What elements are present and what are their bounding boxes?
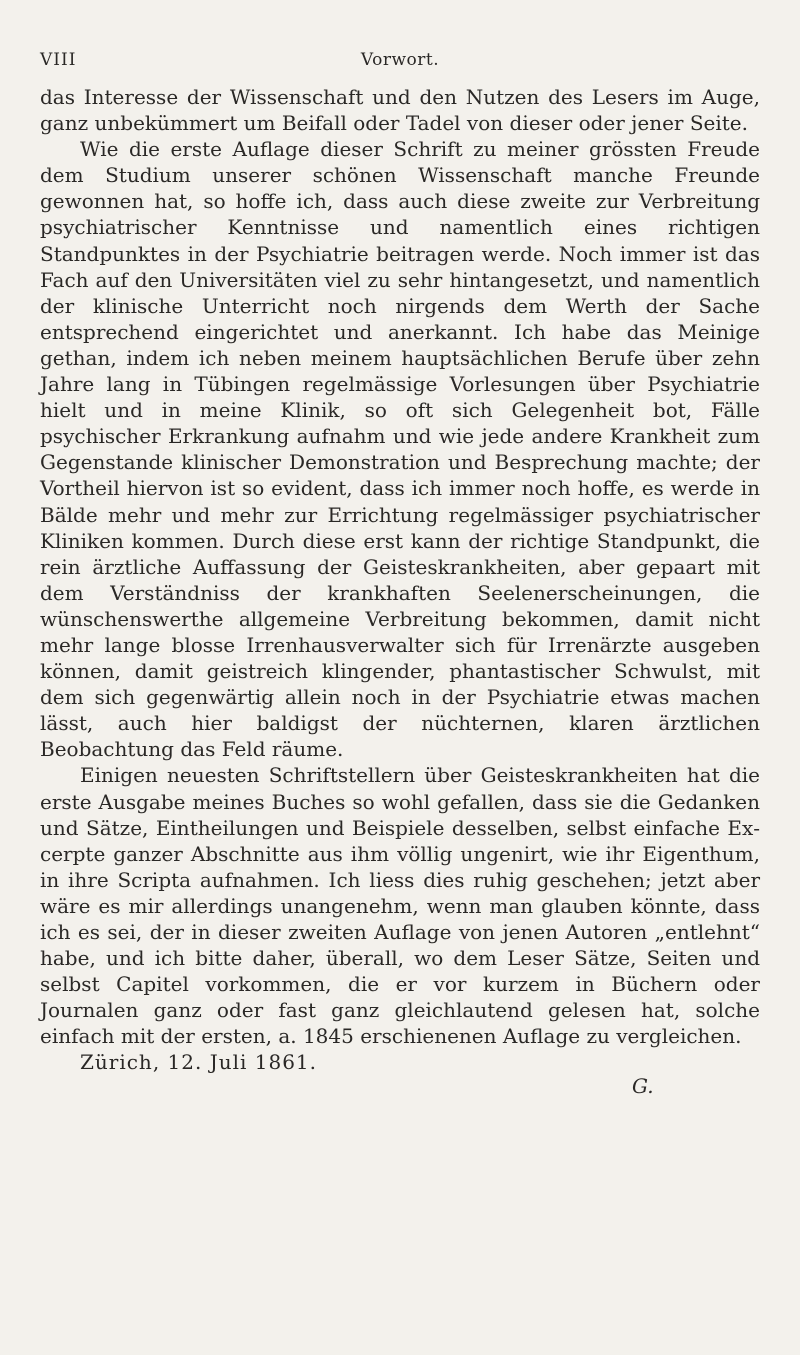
page-number: VIII <box>40 50 77 70</box>
running-title: Vorwort. <box>360 50 440 70</box>
paragraph-second-edition: Wie die erste Auflage dieser Schrift zu meiner grössten Freude dem Studium unserer schönen Wissenschaft manche Freunde gewonnen hat, so hoffe ich, dass auch diese zweite zur Verbreitung psychiatrischer Kenntnisse und namentlich eines richtigen Standpunktes in der Psychiatrie beitragen werde. Noch immer ist das Fach auf den Universitäten viel zu sehr hintangesetzt, und namentlich der klinische Unterricht noch nirgends dem Werth der Sache entsprechend eingerichtet und anerkannt. Ich habe das Meinige gethan, indem ich neben meinem hauptsächlichen Berufe über zehn Jahre lang in Tübingen regelmässige Vorlesungen über Psychiatrie hielt und in meine Klinik, so oft sich Gelegenheit bot, Fälle psychischer Erkrankung aufnahm und wie jede andere Krankheit zum Gegenstande klinischer Demonstration und Besprechung machte; der Vortheil hiervon ist so evident, dass ich immer noch hoffe, es werde in Bälde mehr und mehr zur Errichtung regelmässiger psychiatrischer Kliniken kommen. Durch diese erst kann der richtige Standpunkt, die rein ärztliche Auffassung der Geisteskrankheiten, aber gepaart mit dem Verständniss der krankhaften Seelenerscheinungen, die wünschenswerthe allgemeine Verbreitung bekommen, damit nicht mehr lange blosse Irrenhausverwalter sich für Irrenärzte ausgeben können, damit geistreich klingender, phantastischer Schwulst, mit dem sich gegenwärtig allein noch in der Psychiatrie etwas machen lässt, auch hier baldigst der nüchternen, klaren ärztlichen Beobachtung das Feld räume. <box>40 137 760 762</box>
paragraph-continuation: das Interesse der Wissenschaft und den Nutzen des Lesers im Auge, ganz unbekümmert um Beifall oder Tadel von dieser oder jener Seite. <box>40 85 760 136</box>
place-date: Zürich, 12. Juli 1861. <box>80 1050 317 1075</box>
paragraph-plagiarism-note: Einigen neuesten Schriftstellern über Geisteskrankheiten hat die erste Ausgabe meines Buches so wohl gefallen, dass sie die Gedanken und Sätze, Eintheilungen und Beispiele desselben, selbst einfache Excerpte ganzer Abschnitte aus ihm völlig ungenirt, wie ihr Eigenthum, in ihre Scripta aufnahmen. Ich liess dies ruhig geschehen; jetzt aber wäre es mir allerdings unangenehm, wenn man glauben könnte, dass ich es sei, der in dieser zweiten Auflage von jenen Autoren „entlehnt“ habe, und ich bitte daher, überall, wo dem Leser Sätze, Seiten und selbst Capitel vorkommen, die er vor kurzem in Büchern oder Journalen ganz oder fast ganz gleichlautend gelesen hat, solche einfach mit der ersten, a. 1845 erschienenen Auflage zu vergleichen. <box>40 763 760 1049</box>
author-signature: G. <box>632 1074 654 1099</box>
page-header <box>40 50 760 78</box>
preface-text <box>40 84 760 1105</box>
closing-block <box>40 1049 760 1105</box>
